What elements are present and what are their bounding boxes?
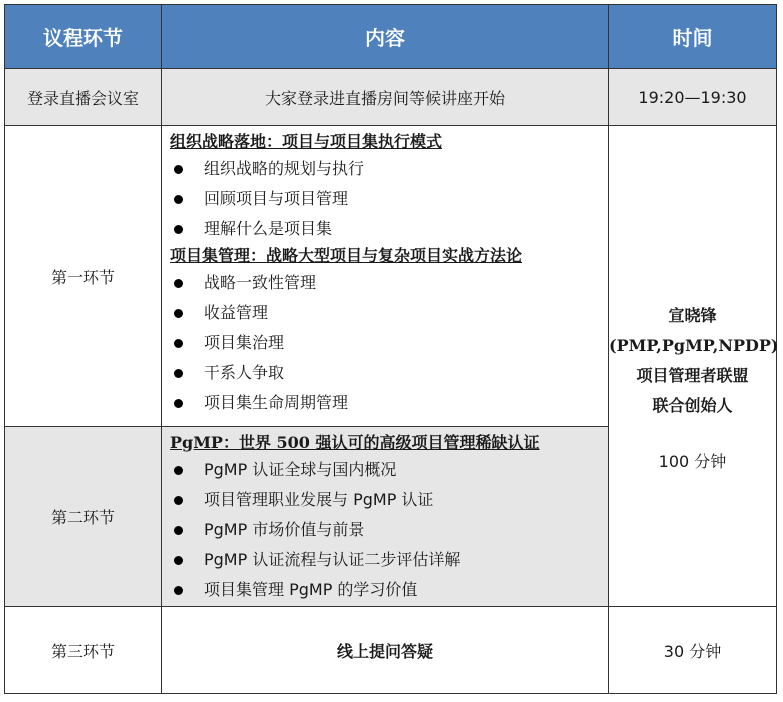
third-time: 30 分钟 [609, 607, 777, 694]
first-heading-b: 项目集管理：战略大型项目与复杂项目实战方法论 [170, 246, 523, 265]
bullet-icon [174, 586, 183, 595]
bullet-icon [174, 526, 183, 535]
login-content: 大家登录进直播房间等候讲座开始 [162, 69, 609, 126]
speaker-title-2: 联合创始人 [652, 395, 733, 415]
first-heading-a: 组织战略落地：项目与项目集执行模式 [170, 132, 443, 151]
second-list [170, 455, 608, 605]
bullet-icon [174, 466, 183, 475]
list-item: 项目集管理 PgMP 的学习价值 [170, 575, 608, 605]
list-item: 战略一致性管理 [170, 268, 608, 298]
list-item: PgMP 认证流程与认证二步评估详解 [170, 545, 608, 575]
speaker-cell [609, 126, 777, 607]
list-item: 干系人争取 [170, 358, 608, 388]
bullet-icon [174, 279, 183, 288]
second-content [162, 427, 609, 607]
speaker-duration: 100 分钟 [658, 451, 727, 471]
login-stage: 登录直播会议室 [5, 69, 162, 126]
speaker-certs: (PMP,PgMP,NPDP) [609, 335, 779, 355]
list-item: PgMP 市场价值与前景 [170, 515, 608, 545]
list-item: 项目管理职业发展与 PgMP 认证 [170, 485, 608, 515]
bullet-icon [174, 369, 183, 378]
row-third [5, 607, 777, 694]
first-list-b [170, 268, 608, 418]
header-content: 内容 [162, 5, 609, 69]
second-stage: 第二环节 [5, 427, 162, 607]
bullet-icon [174, 339, 183, 348]
list-item: 收益管理 [170, 298, 608, 328]
speaker-title-1: 项目管理者联盟 [636, 365, 749, 385]
login-time: 19:20—19:30 [609, 69, 777, 126]
header-row [5, 5, 777, 69]
third-stage: 第三环节 [5, 607, 162, 694]
bullet-icon [174, 165, 183, 174]
list-item: 项目集生命周期管理 [170, 388, 608, 418]
bullet-icon [174, 195, 183, 204]
agenda-table [4, 4, 777, 694]
header-stage: 议程环节 [5, 5, 162, 69]
bullet-icon [174, 556, 183, 565]
list-item: PgMP 认证全球与国内概况 [170, 455, 608, 485]
header-time: 时间 [609, 5, 777, 69]
first-stage: 第一环节 [5, 126, 162, 427]
list-item: 组织战略的规划与执行 [170, 154, 608, 184]
second-heading: PgMP：世界 500 强认可的高级项目管理稀缺认证 [170, 433, 540, 452]
list-item: 回顾项目与项目管理 [170, 184, 608, 214]
bullet-icon [174, 225, 183, 234]
bullet-icon [174, 496, 183, 505]
row-first [5, 126, 777, 427]
bullet-icon [174, 309, 183, 318]
list-item: 理解什么是项目集 [170, 214, 608, 244]
bullet-icon [174, 399, 183, 408]
first-content [162, 126, 609, 427]
speaker-name: 宣晓锋 [668, 305, 717, 325]
row-login [5, 69, 777, 126]
first-list-a [170, 154, 608, 244]
third-content: 线上提问答疑 [162, 607, 609, 694]
list-item: 项目集治理 [170, 328, 608, 358]
